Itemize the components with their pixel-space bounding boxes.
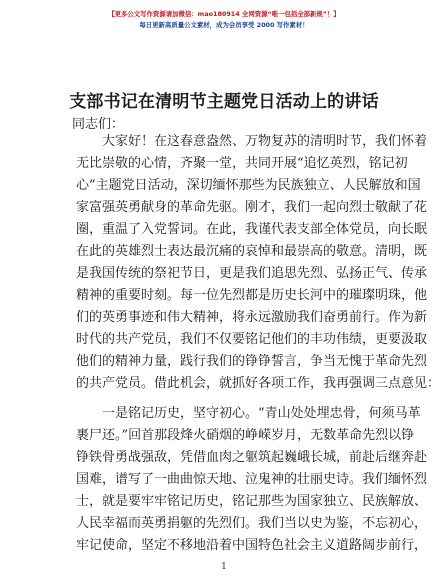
body-line: 时代的共产党员，我们不仅要铭记他们的丰功伟绩，更要汲取 bbox=[76, 332, 428, 347]
body-line: 他们的精神力量，践行我们的铮铮誓言，争当无愧于革命先烈 bbox=[76, 354, 428, 369]
page-number: 1 bbox=[221, 562, 227, 572]
body-line: 裹尸还。”回首那段烽火硝烟的峥嵘岁月，无数革命先烈以铮 bbox=[76, 428, 415, 443]
body-line: 无比崇敬的心情，齐聚一堂，共同开展“追忆英烈，铭记初 bbox=[76, 156, 408, 171]
body-line: 在此的英雄烈士表达最沉痛的哀悼和最崇高的敬意。清明，既 bbox=[76, 244, 428, 259]
document-title: 支部书记在清明节主题党日活动上的讲话 bbox=[69, 92, 379, 112]
body-line: 国难，谱写了一曲曲惊天地、泣鬼神的壮丽史诗。我们缅怀烈 bbox=[76, 472, 428, 487]
body-line: 家富强英勇献身的革命先驱。刚才，我们一起向烈士敬献了花 bbox=[76, 200, 428, 215]
promo-banner-blue: 每日更新高质量公文素材，成为会员享受 2000 写作素材！ bbox=[139, 21, 309, 29]
body-line: 牢记使命，坚定不移地沿着中国特色社会主义道路阔步前行， bbox=[76, 538, 428, 553]
body-line: 一是铭记历史，坚守初心。“青山处处埋忠骨，何须马革 bbox=[102, 406, 421, 421]
body-line: 们的英勇事迹和伟大精神，将永远激励我们奋勇前行。作为新 bbox=[76, 310, 428, 325]
body-line: 圈，重温了入党誓词。在此，我谨代表支部全体党员，向长眠 bbox=[76, 222, 428, 237]
body-line: 士，就是要牢牢铭记历史，铭记那些为国家独立、民族解放、 bbox=[76, 494, 428, 509]
body-line: 心”主题党日活动，深切缅怀那些为民族独立、人民解放和国 bbox=[76, 178, 421, 193]
body-line: 的共产党员。借此机会，就抓好各项工作，我再强调三点意见： bbox=[76, 376, 441, 391]
body-line: 是我国传统的祭祀节日，更是我们追思先烈、弘扬正气、传承 bbox=[76, 266, 428, 281]
body-line: 精神的重要时刻。每一位先烈都是历史长河中的璀璨明珠，他 bbox=[76, 288, 428, 303]
salutation: 同志们： bbox=[72, 117, 125, 132]
promo-banner-red: 【更多公文写作资源请加微信：mao180914 全网资源“唯一包括全部新规”！】 bbox=[108, 10, 340, 18]
body-line: 大家好！在这春意盎然、万物复苏的清明时节，我们怀着 bbox=[102, 134, 428, 149]
body-line: 人民幸福而英勇捐躯的先烈们。我们当以史为鉴，不忘初心， bbox=[76, 516, 428, 531]
body-line: 铮铁骨勇战强敌，凭借血肉之躯筑起巍峨长城，前赴后继奔赴 bbox=[76, 450, 428, 465]
